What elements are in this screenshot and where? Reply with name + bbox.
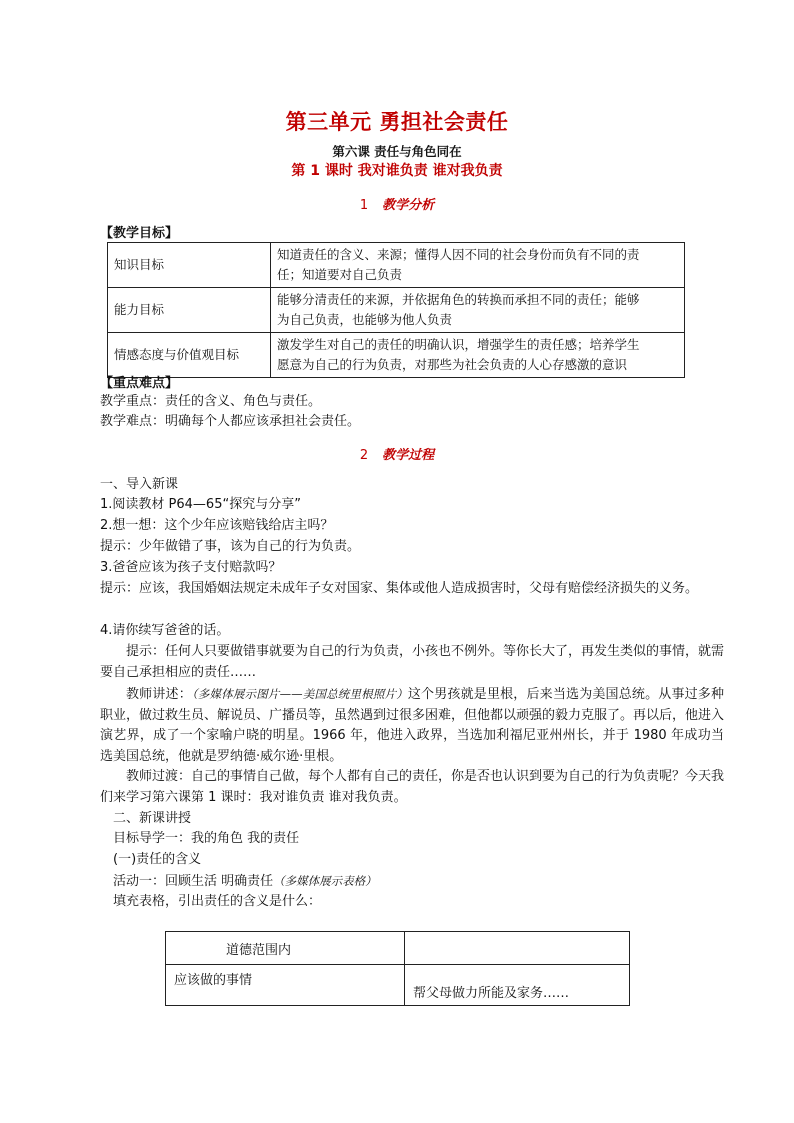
list-item: 4.请你续写爸爸的话。	[100, 623, 230, 638]
goal-value: 知道责任的含义、来源；懂得人因不同的社会身份而负有不同的责 任；知道要对自己负责	[271, 243, 685, 288]
table-row	[108, 243, 685, 288]
table-cell: 应该做的事情	[166, 965, 405, 1006]
teacher-label: 教师讲述：	[126, 687, 192, 702]
list-item: 1.阅读教材 P64—65“探究与分享”	[100, 497, 301, 512]
hint-text: 提示：少年做错了事，该为自己的行为负责。	[100, 539, 361, 554]
section-number: 1	[359, 198, 369, 213]
section-title: 教学分析	[382, 198, 435, 213]
table-row	[166, 932, 630, 965]
goals-table	[107, 242, 685, 378]
goal-key: 情感态度与价值观目标	[108, 333, 271, 378]
list-item: 2.想一想：这个少年应该赔钱给店主吗？	[100, 518, 334, 533]
section-number: 2	[359, 448, 369, 463]
activity-line	[113, 871, 733, 892]
goal-key: 能力目标	[108, 288, 271, 333]
media-note: （多媒体展示图片——美国总统里根照片）	[191, 687, 408, 701]
section-title: 教学过程	[382, 448, 435, 463]
table-row	[166, 965, 630, 1006]
teacher-transition: 教师过渡：自己的事情自己做，每个人都有自己的责任，你是否也认识到要为自己的行为负责呢？今天我们来学习第六课第 1 课时：我对谁负责 谁对我负责。	[100, 769, 725, 805]
section-heading-analysis	[0, 194, 794, 213]
table-cell: 帮父母做力所能及家务……	[405, 965, 630, 1006]
section-heading-process	[0, 444, 794, 463]
list-item: 3.爸爸应该为孩子支付赔款吗？	[100, 560, 282, 575]
teacher-narration	[100, 684, 724, 767]
activity-label: 活动一：回顾生活 明确责任	[113, 874, 274, 889]
new-lesson-heading: 二、新课讲授	[113, 811, 192, 826]
table-row	[108, 333, 685, 378]
table-cell: 道德范围内	[166, 932, 405, 965]
unit-title: 第三单元 勇担社会责任	[285, 110, 509, 134]
teaching-difficulty: 教学难点：明确每个人都应该承担社会责任。	[100, 414, 361, 429]
goal-key: 知识目标	[108, 243, 271, 288]
table-cell	[405, 932, 630, 965]
intro-heading: 一、导入新课	[100, 477, 179, 492]
goal-value: 激发学生对自己的责任的明确认识，增强学生的责任感；培养学生 愿意为自己的行为负责，对那些为社会负责的人心存感激的意识	[271, 333, 685, 378]
teaching-focus: 教学重点：责任的含义、角色与责任。	[100, 394, 322, 409]
period-title: 第 1 课时 我对谁负责 谁对我负责	[291, 163, 503, 179]
lesson-title: 第六课 责任与角色同在	[332, 144, 462, 159]
hint-paragraph: 提示：任何人只要做错事就要为自己的行为负责，小孩也不例外。等你长大了，再发生类似的事情，就需要自己承担相应的责任……	[100, 644, 725, 680]
subsection-heading: (一)责任的含义	[113, 852, 202, 867]
fill-instruction: 填充表格，引出责任的含义是什么：	[113, 894, 322, 909]
goals-heading: 【教学目标】	[100, 226, 179, 241]
teacher-text: 这个男孩就是里根，后来当选为美国总统。从事过多种职业，做过救生员、解说员、广播员等，虽然遇到过很多困难，但他都以顽强的毅力克服了。再以后，他进入演艺界，成了一个家喻户晓的明星。1966 年，他进入政界，当选加利福尼亚州州长，并于 1980 年成功当选美国总统，他就是罗纳德·威尔逊·里根。	[100, 687, 725, 764]
guide-heading: 目标导学一：我的角色 我的责任	[113, 831, 300, 846]
hint-paragraph: 提示：应该，我国婚姻法规定未成年子女对国家、集体或他人造成损害时，父母有赔偿经济损失的义务。	[100, 581, 699, 596]
goal-value: 能够分清责任的来源，并依据角色的转换而承担不同的责任；能够 为自己负责，也能够为他人负责	[271, 288, 685, 333]
media-note: （多媒体展示表格）	[273, 874, 377, 888]
table-row	[108, 288, 685, 333]
fill-table	[165, 931, 630, 1006]
keypoints-heading: 【重点难点】	[100, 376, 179, 391]
